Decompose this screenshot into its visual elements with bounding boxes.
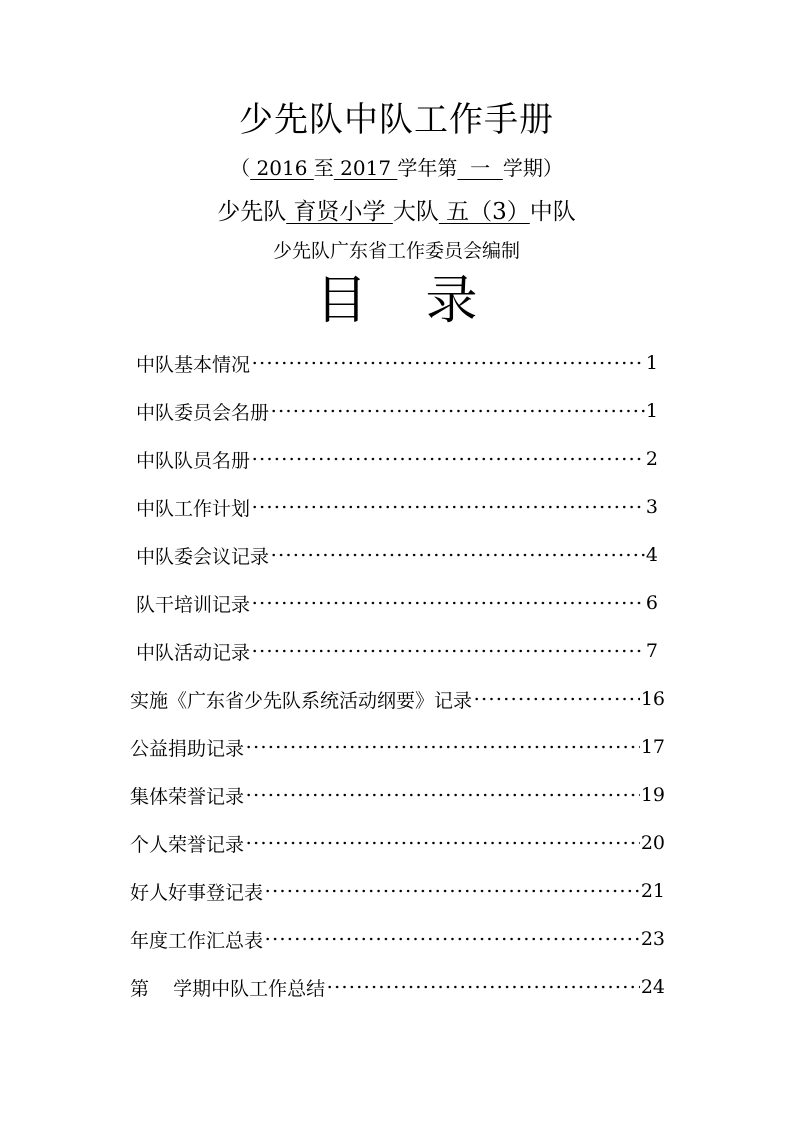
toc-item-page: 24 — [640, 976, 665, 998]
toc-leader-dots — [245, 793, 640, 797]
toc-item-page: 1 — [645, 352, 658, 374]
toc-item-page: 6 — [645, 592, 658, 614]
toc-item-title: 中队委会议记录 — [136, 545, 270, 568]
toc-item-page: 21 — [640, 880, 665, 902]
toc-item-title: 中队队员名册 — [136, 449, 251, 472]
toc-leader-dots — [326, 985, 640, 989]
toc-leader-dots — [264, 937, 640, 941]
toc-leader-dots — [245, 841, 640, 845]
toc-item — [136, 396, 658, 426]
toc-item-page: 3 — [645, 496, 658, 518]
toc-leader-dots — [251, 601, 645, 605]
year-to-label: 至 — [313, 156, 334, 180]
editor-line: 少先队广东省工作委员会编制 — [272, 240, 520, 262]
toc-item — [136, 444, 658, 474]
toc-item — [130, 684, 665, 714]
toc-item-title: 中队活动记录 — [136, 641, 251, 664]
school-year-line — [0, 152, 793, 181]
toc-item-page: 7 — [645, 640, 658, 662]
toc-leader-dots — [245, 745, 640, 749]
toc-leader-dots — [270, 553, 645, 557]
contents-heading-b: 录 — [425, 271, 478, 331]
school-field: 育贤小学 — [286, 199, 393, 225]
org-prefix: 少先队 — [217, 199, 287, 225]
toc-item — [130, 828, 665, 858]
toc-item-title: 第 学期中队工作总结 — [130, 977, 326, 1000]
toc-item-title: 年度工作汇总表 — [130, 929, 264, 952]
toc-leader-dots — [251, 361, 645, 365]
toc-item — [130, 876, 665, 906]
toc-item-page: 16 — [640, 688, 665, 710]
toc-item-page: 23 — [640, 928, 665, 950]
organization-line — [0, 193, 793, 226]
toc-leader-dots — [264, 889, 640, 893]
toc-item-page: 19 — [640, 784, 665, 806]
toc-item-title: 实施《广东省少先队系统活动纲要》记录 — [130, 689, 473, 712]
toc-item — [136, 492, 658, 522]
toc-leader-dots — [473, 697, 640, 701]
toc-item-title: 公益捐助记录 — [130, 737, 245, 760]
org-mid: 大队 — [392, 199, 439, 225]
year-mid-label: 学年第 — [397, 156, 458, 180]
contents-heading-a: 目 — [315, 271, 368, 331]
toc-item-page: 1 — [645, 400, 658, 422]
semester-field: 一 — [457, 156, 503, 180]
contents-heading — [0, 268, 793, 334]
toc-leader-dots — [251, 505, 645, 509]
year-tail-label: 学期） — [502, 156, 563, 180]
toc-item-title: 中队委员会名册 — [136, 401, 270, 424]
toc-item — [136, 636, 658, 666]
toc-item-page: 2 — [645, 448, 658, 470]
toc-leader-dots — [251, 457, 645, 461]
toc-item-page: 4 — [645, 544, 658, 566]
toc-item-title: 中队基本情况 — [136, 353, 251, 376]
toc-item-page: 17 — [640, 736, 665, 758]
toc-item — [136, 348, 658, 378]
toc-item-title: 个人荣誉记录 — [130, 833, 245, 856]
toc-item — [130, 972, 665, 1002]
year-open: （ — [230, 156, 251, 180]
toc-item — [136, 588, 658, 618]
toc-item-page: 20 — [640, 832, 665, 854]
toc-leader-dots — [270, 409, 645, 413]
toc-leader-dots — [251, 649, 645, 653]
toc-item-title: 好人好事登记表 — [130, 881, 264, 904]
toc-item-title: 中队工作计划 — [136, 497, 251, 520]
year-start-field: 2016 — [250, 156, 314, 180]
year-end-field: 2017 — [333, 156, 398, 180]
toc-item-title: 队干培训记录 — [136, 593, 251, 616]
toc-item — [130, 732, 665, 762]
org-suffix: 中队 — [529, 199, 576, 225]
class-field: 五（3） — [438, 199, 530, 225]
page-title: 少先队中队工作手册 — [239, 100, 554, 140]
toc-item — [130, 924, 665, 954]
toc-item-title: 集体荣誉记录 — [130, 785, 245, 808]
toc-item — [136, 540, 658, 570]
toc-item — [130, 780, 665, 810]
